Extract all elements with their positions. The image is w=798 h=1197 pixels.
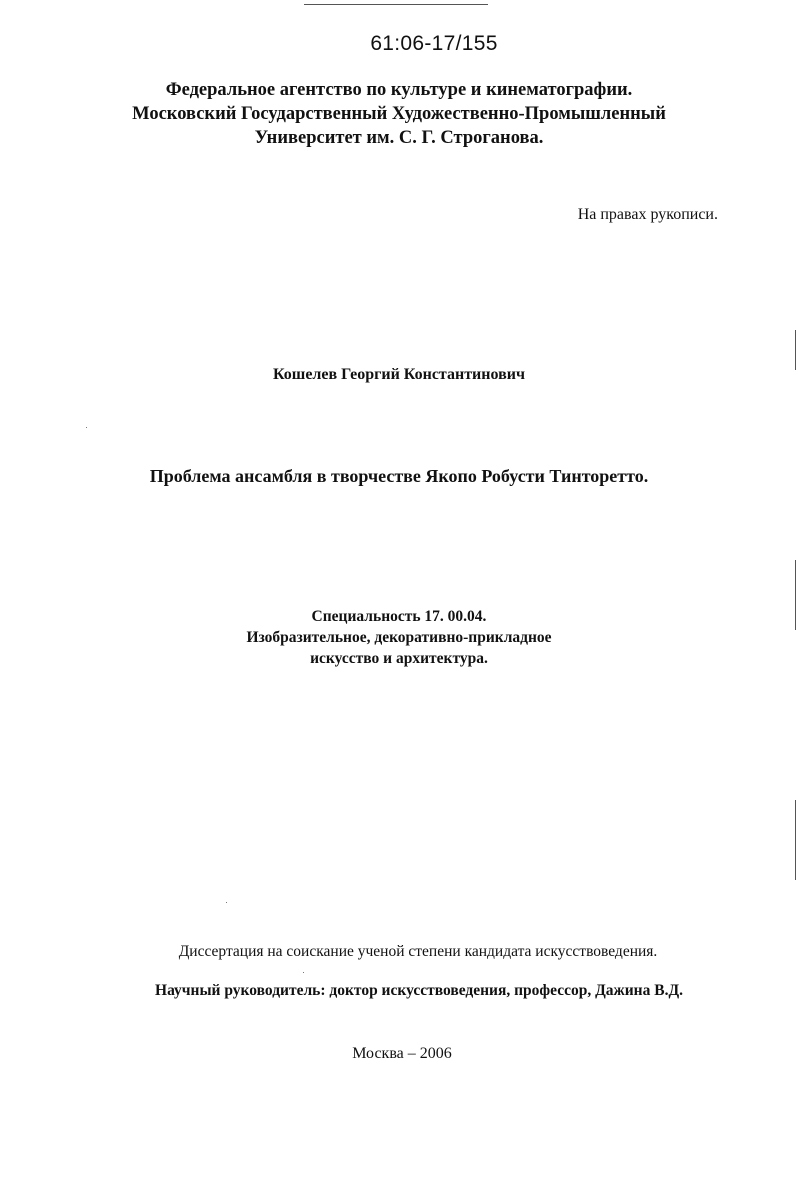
scan-speck — [226, 902, 227, 903]
organization-block — [0, 78, 798, 150]
specialty-line-2: Изобразительное, декоративно-прикладное — [246, 629, 552, 646]
organization-line-1: Федеральное агентство по культуре и кинематографии. — [165, 80, 633, 100]
scan-speck — [303, 972, 304, 973]
scan-speck — [86, 427, 87, 428]
dissertation-title: Проблема ансамбля в творчестве Якопо Робусти Тинторетто. — [149, 466, 649, 486]
specialty-block — [0, 606, 798, 669]
scan-edge-mark — [795, 330, 796, 370]
scan-edge-mark — [795, 560, 796, 630]
organization-line-2: Московский Государственный Художественно-Промышленный — [132, 104, 666, 124]
author-name: Кошелев Георгий Константинович — [273, 366, 525, 383]
top-rule — [304, 4, 488, 5]
organization-line-3: Университет им. С. Г. Строганова. — [254, 128, 544, 148]
catalog-code: 61:06-17/155 — [370, 32, 498, 55]
specialty-line-1: Специальность 17. 00.04. — [311, 608, 487, 625]
scan-edge-mark — [795, 800, 796, 880]
dissertation-note: Диссертация на соискание ученой степени кандидата искусствоведения. — [178, 943, 658, 960]
supervisor: Научный руководитель: доктор искусствоведения, профессор, Дажина В.Д. — [155, 982, 683, 999]
specialty-line-3: искусство и архитектура. — [310, 650, 488, 667]
rights-note: На правах рукописи. — [577, 206, 718, 223]
city-year: Москва – 2006 — [352, 1045, 452, 1062]
